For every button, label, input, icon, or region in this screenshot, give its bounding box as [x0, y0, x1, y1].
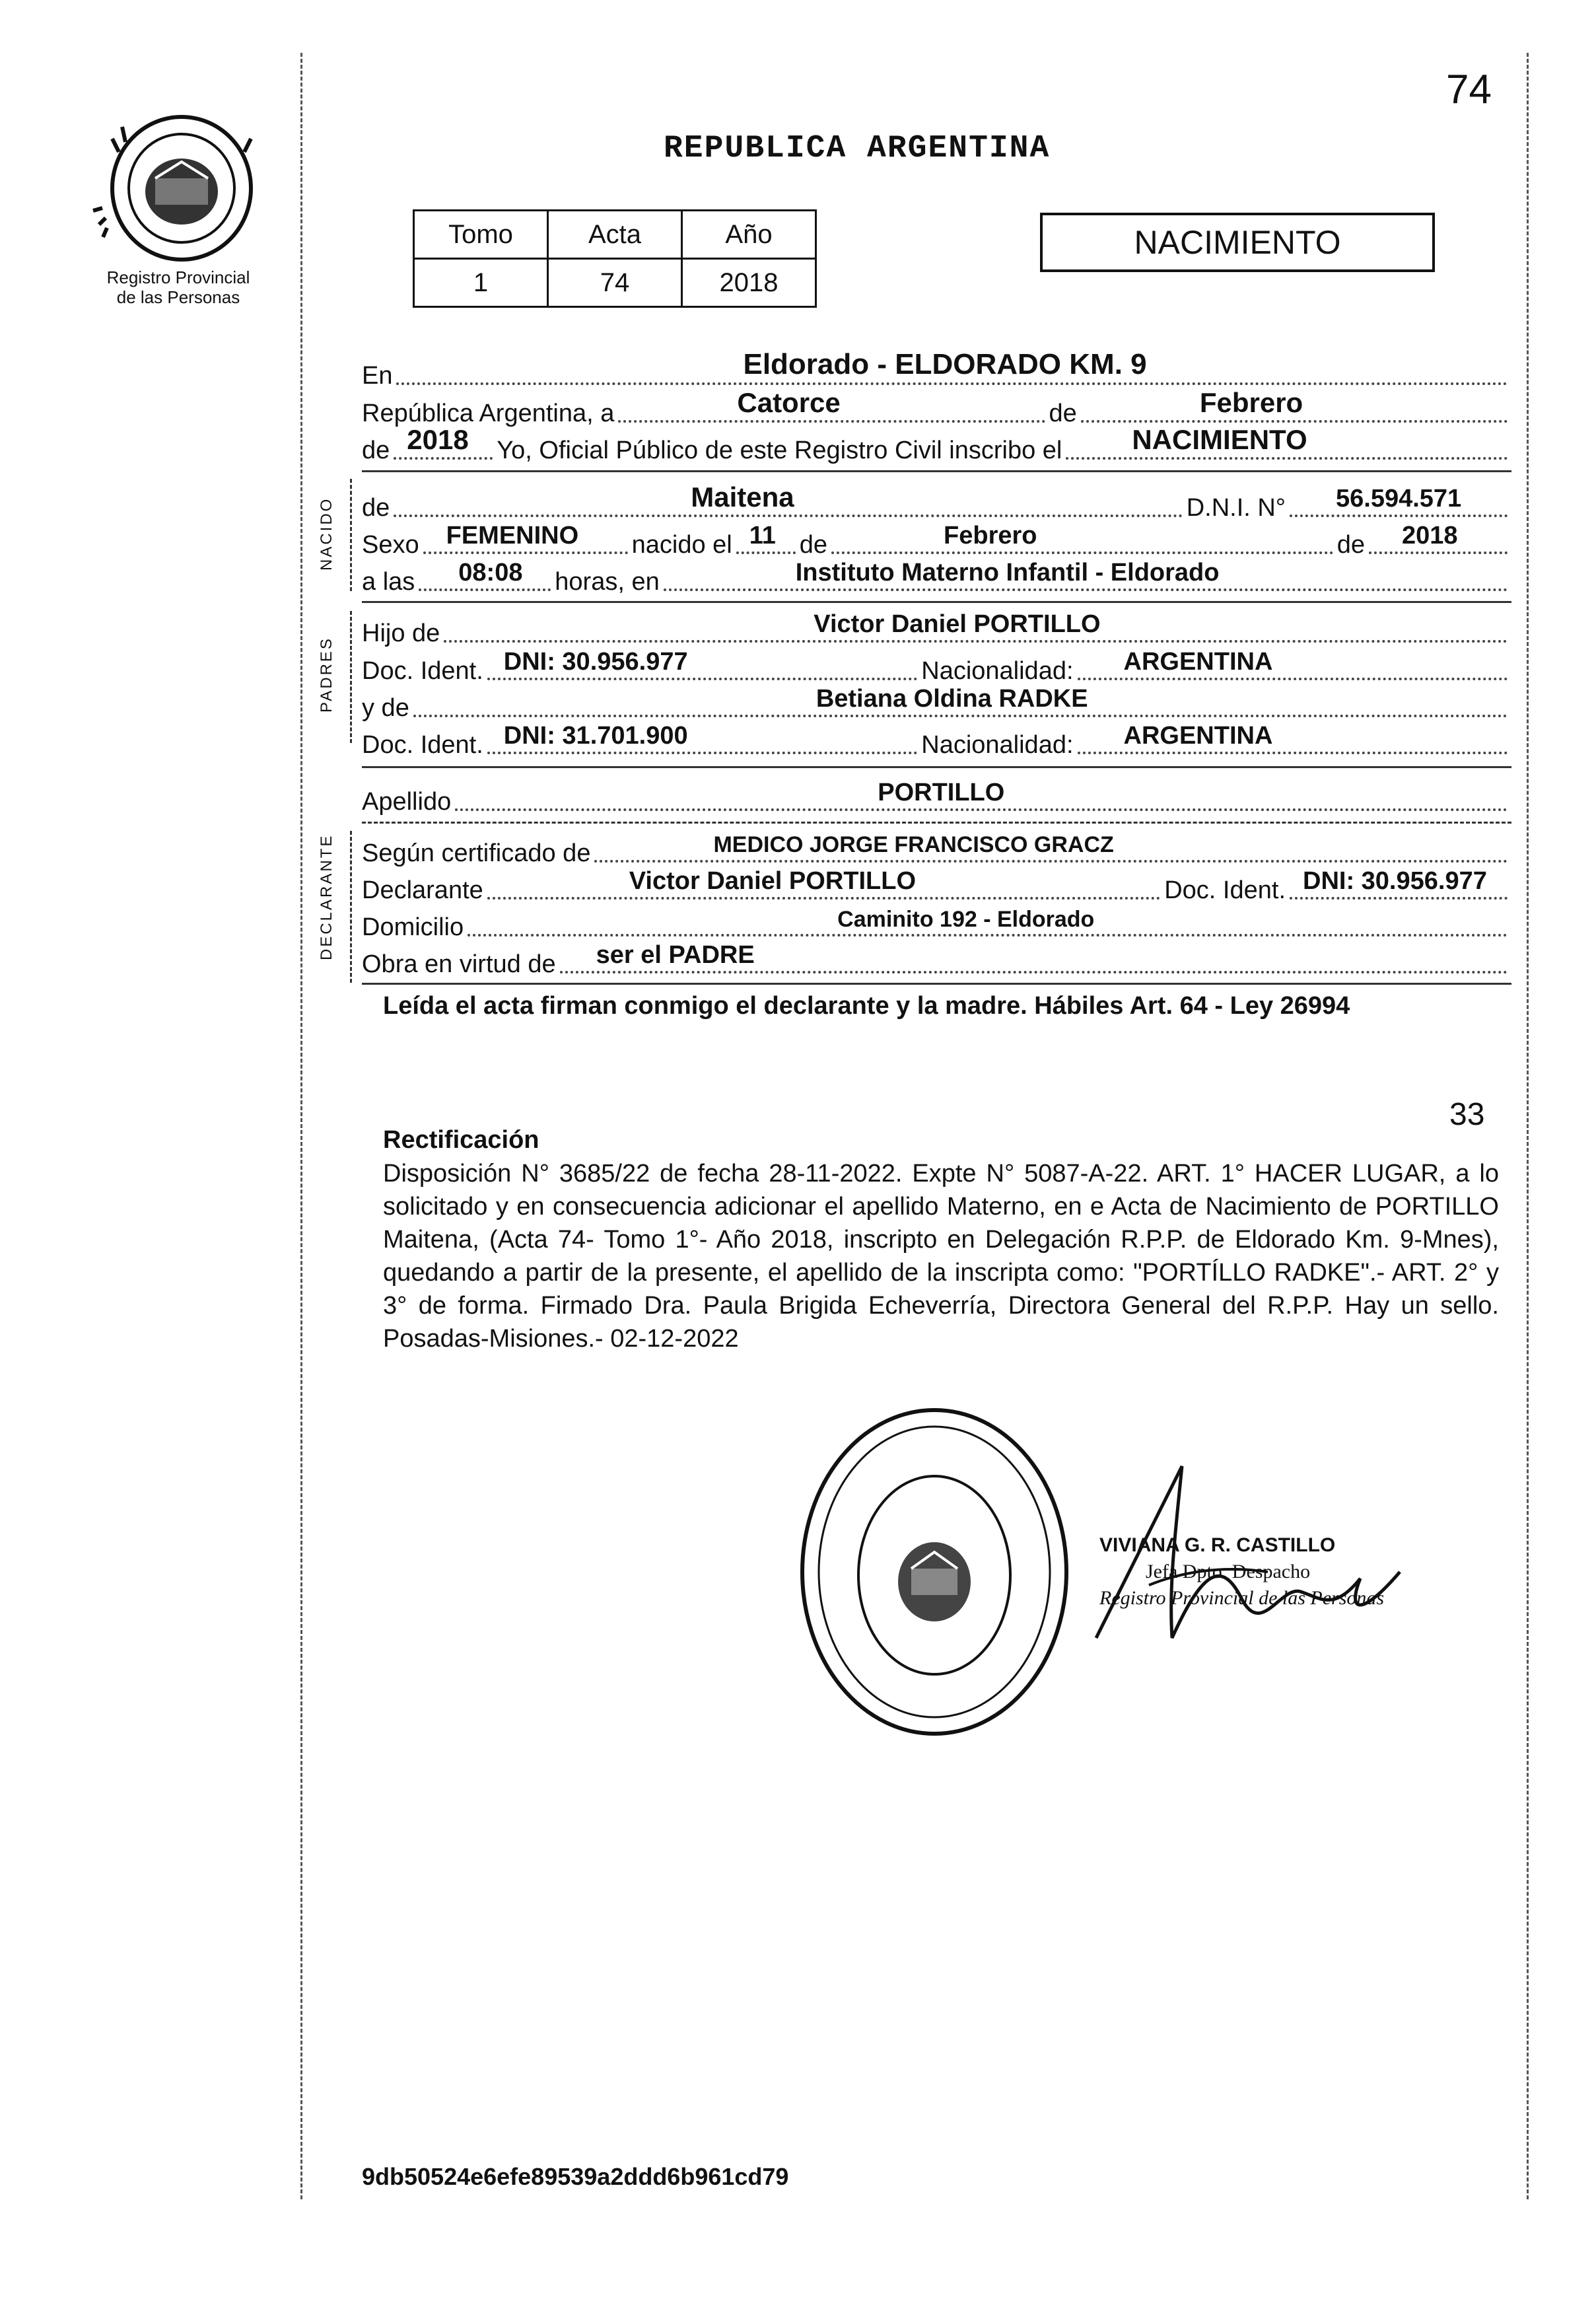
official-stamp-icon [792, 1400, 1076, 1744]
table-header-row [414, 211, 816, 259]
rectification-number: 33 [1449, 1097, 1485, 1132]
value-birth-year: 2018 [1402, 522, 1458, 550]
label-obra: Obra en virtud de [362, 950, 556, 978]
row-father-doc [362, 649, 1511, 686]
field-declarante [487, 867, 1160, 900]
label-yde: y de [362, 694, 409, 722]
label-alas: a las [362, 568, 415, 596]
separator-5 [362, 983, 1511, 985]
value-father: Victor Daniel PORTILLO [814, 610, 1101, 638]
row-sexo [362, 522, 1511, 559]
label-en: En [362, 362, 393, 390]
seal-emblem-icon [92, 112, 264, 264]
signer-name: VIVIANA G. R. CASTILLO [1099, 1534, 1336, 1556]
field-sexo [423, 522, 628, 554]
label-apellido: Apellido [362, 788, 452, 816]
document-title: REPUBLICA ARGENTINA [664, 131, 1051, 166]
value-mother-doc: DNI: 31.701.900 [503, 722, 688, 750]
field-apellido [455, 779, 1508, 811]
right-margin-line [1527, 53, 1529, 2199]
field-mother-nat [1078, 722, 1508, 754]
signature-block [1099, 1532, 1384, 1612]
separator-4 [362, 822, 1511, 824]
field-birth-month [831, 522, 1333, 554]
header-acta: Acta [548, 211, 682, 259]
row-obra [362, 942, 1511, 979]
field-day [736, 522, 796, 554]
value-apellido: PORTILLO [878, 779, 1005, 806]
province-seal [92, 112, 264, 264]
label-father-doc: Doc. Ident. [362, 657, 483, 685]
field-name [394, 481, 1182, 517]
value-declarante: Victor Daniel PORTILLO [629, 867, 917, 895]
label-cert: Según certificado de [362, 839, 591, 867]
value-name: Maitena [691, 481, 794, 513]
label-horas: horas, en [555, 568, 660, 596]
left-margin-line [300, 53, 302, 2199]
field-decl-doc [1290, 867, 1508, 900]
rectification-title: Rectificación [383, 1126, 539, 1154]
label-de-month: de [799, 531, 828, 559]
header-ano: Año [682, 211, 816, 259]
label-domicilio: Domicilio [362, 913, 464, 941]
row-declarante [362, 868, 1511, 905]
label-nacido-de: de [362, 494, 390, 522]
rectification-body: Disposición N° 3685/22 de fecha 28-11-2022. Expte N° 5087-A-22. ART. 1° HACER LUGAR, a lo solicitado y en consecuencia adicionar el apellido Materno, en e Acta de Nacimiento de PORTILLO Maitena, (Acta 74- Tomo 1°- Año 2018, inscripto en Delegación R.P.P. de Eldorado Km. 9-Mnes), quedando a partir de la presente, el apellido de la inscripta como: "PORTÍLLO RADKE".- ART. 2° y 3° de forma. Firmado Dra. Paula Brigida Echeverría, Directora General del R.P.P. Hay un sello. Posadas-Misiones.- 02-12-2022 [383, 1160, 1499, 1353]
value-birth-day: 11 [749, 522, 776, 550]
field-en [396, 348, 1508, 385]
value-ano: 2018 [682, 259, 816, 307]
closing-note: Leída el acta firman conmigo el declarante y la madre. Hábiles Art. 64 - Ley 26994 [383, 992, 1350, 1020]
label-decl-doc: Doc. Ident. [1164, 876, 1286, 904]
row-mother [362, 686, 1511, 723]
value-mother: Betiana Oldina RADKE [815, 685, 1088, 713]
field-place [664, 559, 1508, 591]
label-de2: de [362, 437, 390, 464]
label-sexo: Sexo [362, 531, 419, 559]
row-mother-doc [362, 723, 1511, 760]
value-en: Eldorado - ELDORADO KM. 9 [743, 348, 1147, 380]
field-month [1081, 387, 1508, 423]
field-mother [413, 685, 1508, 717]
field-father-doc [487, 648, 917, 680]
row-domicilio [362, 905, 1511, 942]
row-nacido-name [362, 481, 1511, 522]
label-mother-doc: Doc. Ident. [362, 731, 483, 759]
field-mother-doc [487, 722, 917, 754]
row-apellido [362, 779, 1511, 816]
signer-org: Registro Provincial de las Personas [1099, 1587, 1385, 1609]
value-domicilio: Caminito 192 - Eldorado [837, 907, 1095, 932]
label-yo: Yo, Oficial Público de este Registro Civil inscribo el [497, 437, 1062, 464]
value-dni: 56.594.571 [1336, 485, 1462, 513]
label-hijo: Hijo de [362, 620, 440, 647]
value-month: Febrero [1199, 387, 1303, 418]
row-year [362, 424, 1511, 465]
label-declarante: Declarante [362, 876, 483, 904]
padres-bracket [350, 611, 352, 743]
value-mother-nat: ARGENTINA [1123, 722, 1273, 750]
field-father-nat [1078, 648, 1508, 680]
value-place: Instituto Materno Infantil - Eldorado [795, 559, 1220, 586]
field-day [618, 387, 1045, 423]
value-year: 2018 [407, 424, 469, 455]
row-hora [362, 559, 1511, 596]
row-en [362, 348, 1511, 390]
field-year [394, 424, 493, 460]
document-hash: 9db50524e6efe89539a2ddd6b961cd79 [362, 2163, 789, 2190]
label-de: de [1049, 400, 1077, 427]
value-sexo: FEMENINO [446, 522, 579, 550]
separator-1 [362, 470, 1511, 472]
declarante-bracket [350, 831, 352, 983]
value-father-doc: DNI: 30.956.977 [503, 648, 688, 676]
label-nacido-el: nacido el [631, 531, 732, 559]
label-de-year: de [1336, 531, 1365, 559]
record-type-box: NACIMIENTO [1040, 213, 1435, 272]
row-hijo [362, 611, 1511, 648]
value-obra: ser el PADRE [596, 941, 755, 969]
separator-3 [362, 766, 1511, 768]
signer-role: Jefa Dpto. Despacho [1146, 1561, 1311, 1582]
field-dni [1290, 485, 1508, 517]
value-inscribe: NACIMIENTO [1132, 424, 1307, 455]
value-day-words: Catorce [737, 387, 841, 418]
row-certificado [362, 831, 1511, 868]
side-label-declarante: DECLARANTE [318, 833, 335, 960]
value-decl-doc: DNI: 30.956.977 [1303, 867, 1487, 895]
value-time: 08:08 [458, 559, 523, 586]
field-cert [594, 833, 1508, 863]
value-birth-month: Febrero [944, 522, 1037, 550]
value-tomo: 1 [414, 259, 548, 307]
nacido-bracket [350, 479, 352, 591]
registry-line2: de las Personas [116, 287, 240, 307]
label-father-nat: Nacionalidad: [921, 657, 1074, 685]
field-father [444, 610, 1508, 643]
tomo-acta-ano-table [413, 209, 817, 308]
value-father-nat: ARGENTINA [1123, 648, 1273, 676]
label-republica: República Argentina, a [362, 400, 615, 427]
label-mother-nat: Nacionalidad: [921, 731, 1074, 759]
label-dni: D.N.I. N° [1186, 494, 1286, 522]
table-value-row [414, 259, 816, 307]
side-label-nacido: NACIDO [318, 497, 335, 571]
side-label-padres: PADRES [318, 637, 335, 713]
field-time [419, 559, 551, 591]
field-domicilio [468, 907, 1508, 937]
field-inscribe [1066, 424, 1508, 460]
registry-name [79, 267, 277, 307]
value-acta: 74 [548, 259, 682, 307]
field-birth-year [1369, 522, 1508, 554]
separator-2 [362, 601, 1511, 603]
header-tomo: Tomo [414, 211, 548, 259]
value-cert: MEDICO JORGE FRANCISCO GRACZ [713, 832, 1114, 857]
registry-line1: Registro Provincial [106, 267, 250, 287]
page-number: 74 [1446, 67, 1492, 112]
field-obra [560, 941, 1508, 974]
official-stamp [792, 1400, 1076, 1744]
row-republica [362, 387, 1511, 428]
